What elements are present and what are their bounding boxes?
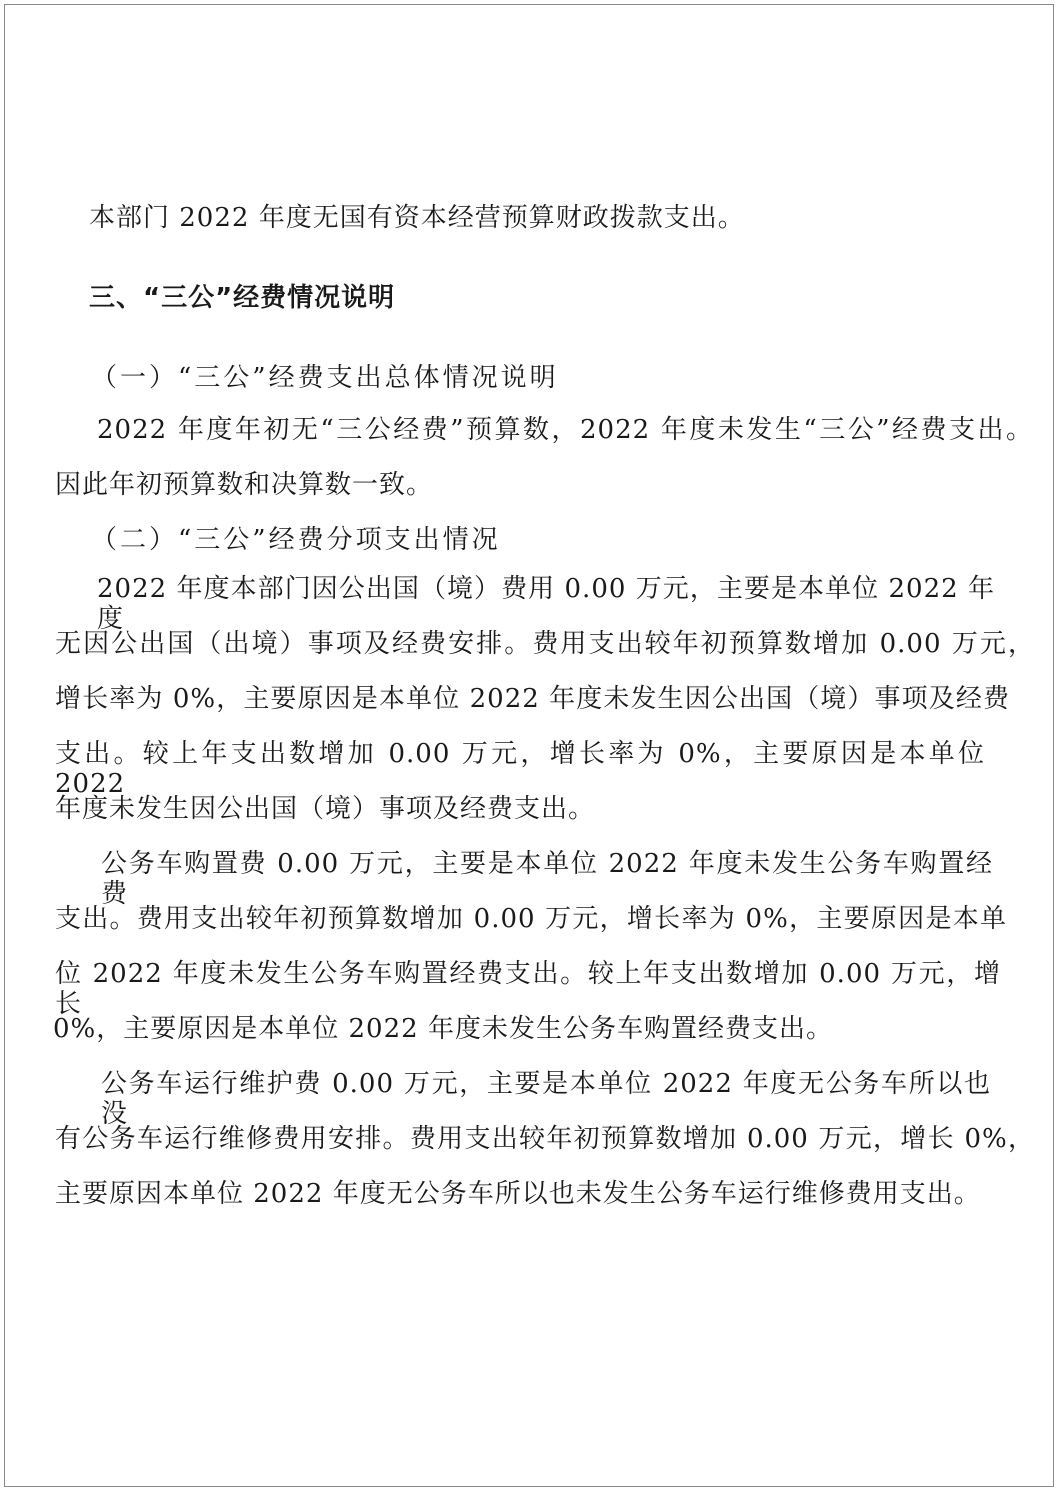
paragraph-line: 2022 年度年初无“三公经费”预算数，2022 年度未发生“三公”经费支出。 [97,415,1033,445]
paragraph-line: 有公务车运行维修费用安排。费用支出较年初预算数增加 0.00 万元，增长 0%， [55,1124,1035,1154]
paragraph-line: 主要原因本单位 2022 年度无公务车所以也未发生公务车运行维修费用支出。 [55,1179,981,1209]
paragraph-line: 增长率为 0%，主要原因是本单位 2022 年度未发生因公出国（境）事项及经费 [55,684,1010,714]
paragraph-line: 无因公出国（出境）事项及经费安排。费用支出较年初预算数增加 0.00 万元， [55,629,1035,659]
paragraph-line: 公务车运行维护费 0.00 万元，主要是本单位 2022 年度无公务车所以也没 [101,1069,991,1129]
paragraph-line: 年度未发生因公出国（境）事项及经费支出。 [55,794,596,824]
paragraph-line: 2022 年度本部门因公出国（境）费用 0.00 万元，主要是本单位 2022 年度 [97,574,995,634]
subsection-heading: （一）“三公”经费支出总体情况说明 [91,363,559,393]
subsection-heading: （二）“三公”经费分项支出情况 [91,525,501,555]
section-heading: 三、“三公”经费情况说明 [89,283,396,313]
paragraph-line: 支出。较上年支出数增加 0.00 万元，增长率为 0%，主要原因是本单位 2022 [55,739,985,799]
paragraph-line: 位 2022 年度未发生公务车购置经费支出。较上年支出数增加 0.00 万元，增长 [55,959,1001,1019]
document-page [4,4,1054,1487]
paragraph-line: 本部门 2022 年度无国有资本经营预算财政拨款支出。 [89,203,745,233]
paragraph-line: 公务车购置费 0.00 万元，主要是本单位 2022 年度未发生公务车购置经费 [101,849,993,909]
paragraph-line: 支出。费用支出较年初预算数增加 0.00 万元，增长率为 0%，主要原因是本单 [55,904,1007,934]
paragraph-line: 因此年初预算数和决算数一致。 [55,470,434,500]
paragraph-line: 0%，主要原因是本单位 2022 年度未发生公务车购置经费支出。 [53,1014,833,1044]
